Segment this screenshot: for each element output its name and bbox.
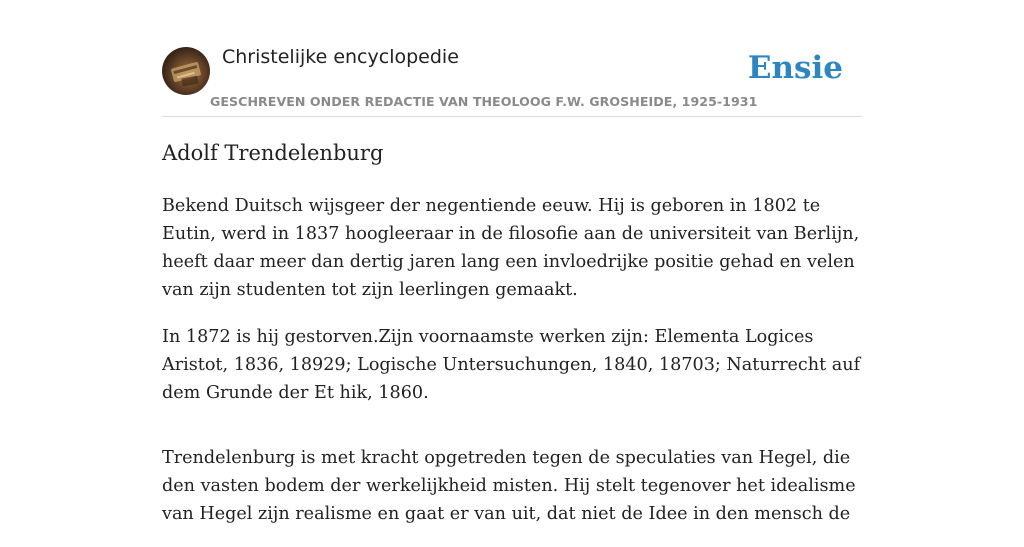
book-photo-icon[interactable] [162, 47, 210, 95]
ensie-logo-link[interactable]: Ensie [747, 50, 843, 86]
article-paragraph: Bekend Duitsch wijsgeer der negentiende eeuw. Hij is geboren in 1802 te Eutin, werd in 1837 hoogleeraar in de filosofie aan de universiteit van Berlijn, heeft daar meer dan dertig jaren lang een invloedrijke positie gehad en velen van zijn studenten tot zijn leerlingen gemaakt. [162, 196, 860, 300]
article-title: Adolf Trendelenburg [162, 141, 384, 165]
site-title-link[interactable]: Christelijke encyclopedie [222, 46, 459, 68]
article-body [162, 192, 862, 547]
site-header [162, 0, 862, 117]
page-container [162, 0, 862, 524]
site-subtitle: GESCHREVEN ONDER REDACTIE VAN THEOLOOG F.W. GROSHEIDE, 1925-1931 [210, 94, 758, 109]
article-paragraph: Trendelenburg is met kracht opgetreden tegen de speculaties van Hegel, die den vasten bodem der werkelijkheid misten. Hij stelt tegenover het idealisme van Hegel zijn realisme en gaat er van uit, dat niet de Idee in den mensch de [162, 448, 856, 524]
article-paragraph: In 1872 is hij gestorven.Zijn voornaamste werken zijn: Elementa Logices Aristot, 1836, 18929; Logische Untersuchungen, 1840, 18703; Naturrecht auf dem Grunde der Et hik, 1860. [162, 327, 861, 403]
